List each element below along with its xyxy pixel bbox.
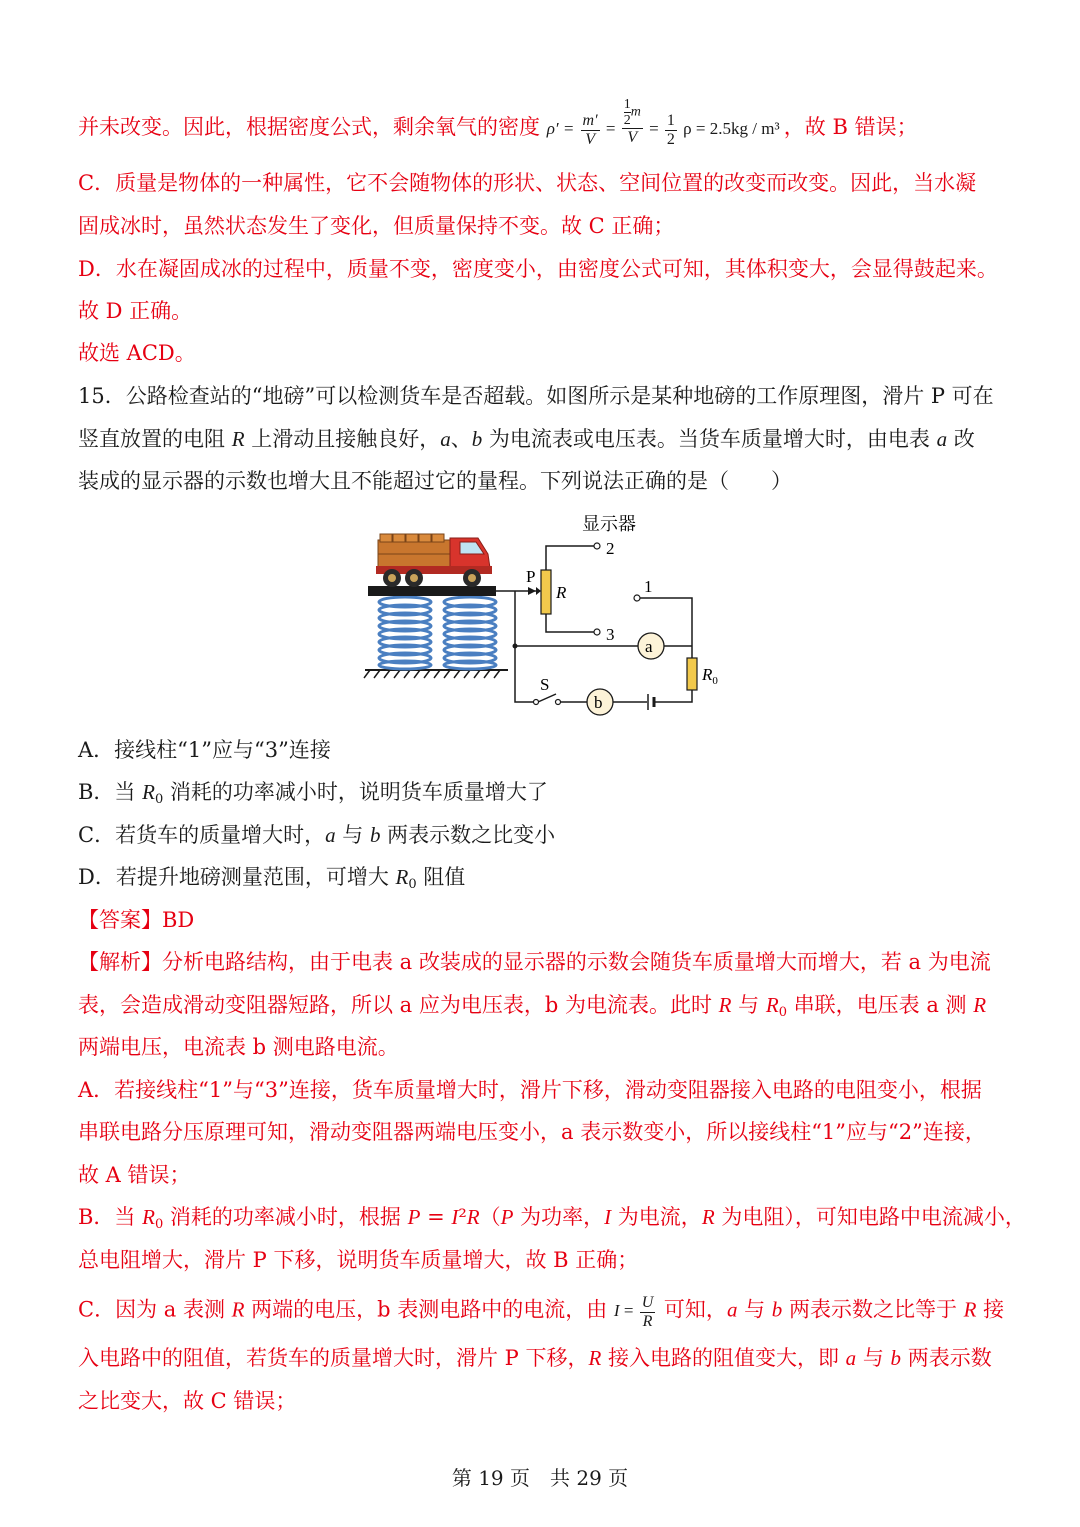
var-r: R (973, 993, 987, 1017)
ground (364, 670, 508, 678)
text-segment: 、 (450, 427, 472, 451)
formula-lhs: ρ′ = (546, 118, 575, 138)
text-line-1 (78, 97, 1008, 155)
subscript: 0 (408, 877, 417, 892)
terminal-3-label: 3 (606, 625, 615, 644)
r0-label: $R_0$ (702, 665, 718, 687)
terminal-3 (594, 629, 600, 635)
footer-prefix: 第 (451, 1466, 472, 1490)
text-segment: 分析电路结构，由于电表 a 改装成的显示器的示数会随货车质量增大而增大，若 a 为电流 (162, 950, 991, 974)
var-r: R (466, 1205, 480, 1229)
var-i: I (613, 1301, 620, 1321)
var-a: a (845, 1346, 857, 1370)
text-line-2: C．质量是物体的一种属性，它不会随物体的形状、状态、空间位置的改变而改变。因此，当水凝 (78, 171, 977, 195)
text-segment: 消耗的功率减小时，说明货车质量增大了 (163, 780, 548, 804)
inner-numerator: 1 (623, 97, 631, 112)
slider-p-label: P (526, 567, 536, 586)
text-segment: 串联，电压表 a 测 (786, 993, 974, 1017)
fraction-denominator: 2 (666, 130, 675, 148)
text-segment: （ (479, 1205, 501, 1229)
question-line-3: 装成的显示器的示数也增大且不能超过它的量程。下列说法正确的是（ ） (78, 469, 792, 493)
analysis-label: 【解析】 (78, 950, 162, 974)
text-segment: D．若提升地磅测量范围，可增大 (78, 865, 396, 889)
analysis-line-3: 两端电压，电流表 b 测电路电流。 (78, 1035, 399, 1059)
var-r: R (701, 1205, 715, 1229)
scale-platform (368, 586, 496, 596)
fraction-denominator: V (585, 130, 595, 148)
page-number: 19 (478, 1466, 504, 1490)
footer-suffix: 页 (608, 1466, 629, 1490)
footer-mid: 页 共 (510, 1466, 570, 1490)
answer-value: BD (162, 908, 195, 932)
inner-denominator: 2 (623, 113, 631, 128)
fraction-denominator: R (642, 1313, 653, 1330)
var-r0: R (765, 993, 779, 1017)
sliding-resistor-r (541, 570, 551, 614)
var-i: I (604, 1205, 612, 1229)
var-a: a (325, 823, 336, 847)
option-c (78, 820, 1008, 850)
subscript: 0 (778, 1005, 787, 1020)
var-r: R (718, 993, 732, 1017)
var-r0: R (142, 780, 155, 804)
text-segment: 与 (856, 1346, 891, 1370)
reason-a-line-1: A．若接线柱“1”与“3”连接，货车质量增大时，滑片下移，滑动变阻器接入电路的电阻变小，根据 (78, 1078, 982, 1102)
spring-right (444, 597, 496, 669)
var-p: P (407, 1205, 421, 1229)
text-segment: ，故 B 错误； (783, 114, 918, 139)
text-segment: = (619, 1301, 638, 1321)
analysis-line-2 (78, 990, 1008, 1028)
option-b (78, 777, 1008, 815)
var-b: b (369, 823, 381, 847)
analysis-line-1 (78, 947, 1008, 977)
text-segment: 阻值 (416, 865, 466, 889)
var-r0: R (395, 865, 409, 889)
var-r: R (231, 427, 245, 451)
text-segment: 与 (737, 1297, 772, 1322)
text-segment: 竖直放置的电阻 (78, 427, 232, 451)
superscript: ² (458, 1205, 467, 1229)
var-b: b (771, 1297, 783, 1322)
terminal-2 (594, 543, 600, 549)
question-line-2 (78, 424, 1008, 454)
meter-a-label: a (645, 637, 653, 656)
subscript: 0 (154, 1217, 164, 1232)
subscript: 0 (154, 792, 164, 807)
var-a: a (936, 427, 948, 451)
text-segment: 并未改变。因此，根据密度公式，剩余氧气的密度 (78, 114, 540, 139)
fraction-one-half (665, 112, 677, 149)
text-segment: 入电路中的阻值，若货车的质量增大时，滑片 P 下移， (78, 1346, 589, 1370)
var-r0: R (142, 1205, 155, 1229)
text-segment: B．当 (78, 780, 143, 804)
reason-c-line-3: 之比变大，故 C 错误； (78, 1389, 297, 1413)
var-b: b (471, 427, 483, 451)
text-segment: 两表示数之比等于 (782, 1297, 964, 1322)
fraction-u-over-r (640, 1294, 656, 1331)
text-segment: 为电阻），可知电路中电流减小， (714, 1205, 1026, 1229)
fraction-half-m-over-v (622, 97, 643, 147)
switch-s-label: S (540, 675, 550, 694)
var-i: I (451, 1205, 459, 1229)
text-line-5: 故 D 正确。 (78, 299, 193, 323)
text-segment: 接入电路的阻值变大，即 (601, 1346, 846, 1370)
text-line-4: D．水在凝固成冰的过程中，质量不变，密度变小，由密度公式可知，其体积变大，会显得鼓起来。 (78, 257, 998, 281)
reason-a-line-3: 故 A 错误； (78, 1163, 191, 1187)
spring-left (379, 597, 431, 669)
var-a: a (726, 1297, 738, 1322)
option-d (78, 862, 1008, 900)
text-segment: = (420, 1205, 452, 1229)
inner-m: m (630, 104, 641, 120)
reason-b-line-1 (78, 1202, 1026, 1240)
terminal-1-label: 1 (644, 577, 653, 596)
var-r: R (588, 1346, 602, 1370)
text-segment: 表，会造成滑动变阻器短路，所以 a 应为电压表，b 为电流表。此时 (78, 993, 719, 1017)
reason-c-line-1 (78, 1294, 1008, 1331)
text-segment: 为电流表或电压表。当货车质量增大时，由电表 (482, 427, 937, 451)
fraction-numerator (622, 97, 643, 129)
terminal-2-label: 2 (606, 539, 615, 558)
var-r: R (231, 1297, 245, 1322)
weighbridge-circuit-diagram (360, 510, 730, 720)
var-a: a (440, 427, 451, 451)
text-segment: 与 (731, 993, 766, 1017)
page-footer (0, 1462, 1080, 1491)
text-segment: 消耗的功率减小时，根据 (163, 1205, 408, 1229)
density-formula: ρ′ = $\frac{m'}{V}$ = $\frac{1}{2}$ m V = $\frac{1}{2}$ ρ = 2.5kg / m³ (546, 97, 780, 148)
option-a: A．接线柱“1”应与“3”连接 (78, 738, 331, 762)
reason-c-line-2 (78, 1343, 1008, 1373)
var-b: b (890, 1346, 902, 1370)
answer-label: 【答案】 (78, 908, 162, 932)
fraction-numerator: U (641, 1294, 654, 1311)
text-line-6: 故选 ACD。 (78, 341, 196, 365)
text-segment: 两端的电压，b 表测电路中的电流，由 (244, 1297, 614, 1322)
reason-b-line-2: 总电阻增大，滑片 P 下移，说明货车质量增大，故 B 正确； (78, 1248, 639, 1272)
text-segment: 上滑动且接触良好， (244, 427, 441, 451)
page-total: 29 (576, 1466, 602, 1490)
var-p: P (500, 1205, 514, 1229)
text-segment: C．因为 a 表测 (78, 1297, 232, 1322)
text-segment: 两表示数 (901, 1346, 992, 1370)
fraction-numerator: m′ (582, 111, 598, 129)
display-label: 显示器 (582, 514, 636, 534)
text-segment: 两表示数之比变小 (380, 823, 556, 847)
question-line-1: 15．公路检查站的“地磅”可以检测货车是否超载。如图所示是某种地磅的工作原理图，滑片 P 可在 (78, 384, 994, 408)
text-segment: 为功率， (513, 1205, 605, 1229)
resistor-r0 (687, 658, 697, 690)
truck-icon (376, 534, 492, 587)
resistor-r-label: R (556, 583, 567, 602)
reason-a-line-2: 串联电路分压原理可知，滑动变阻器两端电压变小，a 表示数变小，所以接线柱“1”应与“2”连接， (78, 1120, 986, 1144)
text-segment: B．当 (78, 1205, 143, 1229)
text-segment: 可知， (657, 1297, 727, 1322)
battery-icon (648, 694, 654, 710)
text-segment: C．若货车的质量增大时， (78, 823, 326, 847)
ohm-law-formula (613, 1294, 657, 1330)
text-segment: 与 (335, 823, 370, 847)
var-r: R (963, 1297, 977, 1322)
answer-line (78, 905, 1008, 935)
text-segment: 改 (947, 427, 975, 451)
fraction-denominator: V (627, 129, 638, 146)
text-segment: 为电流， (611, 1205, 702, 1229)
text-segment: 接 (976, 1297, 1005, 1322)
meter-b-label: b (594, 693, 603, 712)
text-line-3: 固成冰时，虽然状态发生了变化，但质量保持不变。故 C 正确； (78, 214, 675, 238)
terminal-1 (634, 595, 640, 601)
fraction-m-prime-over-v (581, 112, 600, 149)
formula-rhs: ρ = 2.5kg / m³ (683, 118, 780, 138)
fraction-numerator: 1 (666, 111, 675, 129)
